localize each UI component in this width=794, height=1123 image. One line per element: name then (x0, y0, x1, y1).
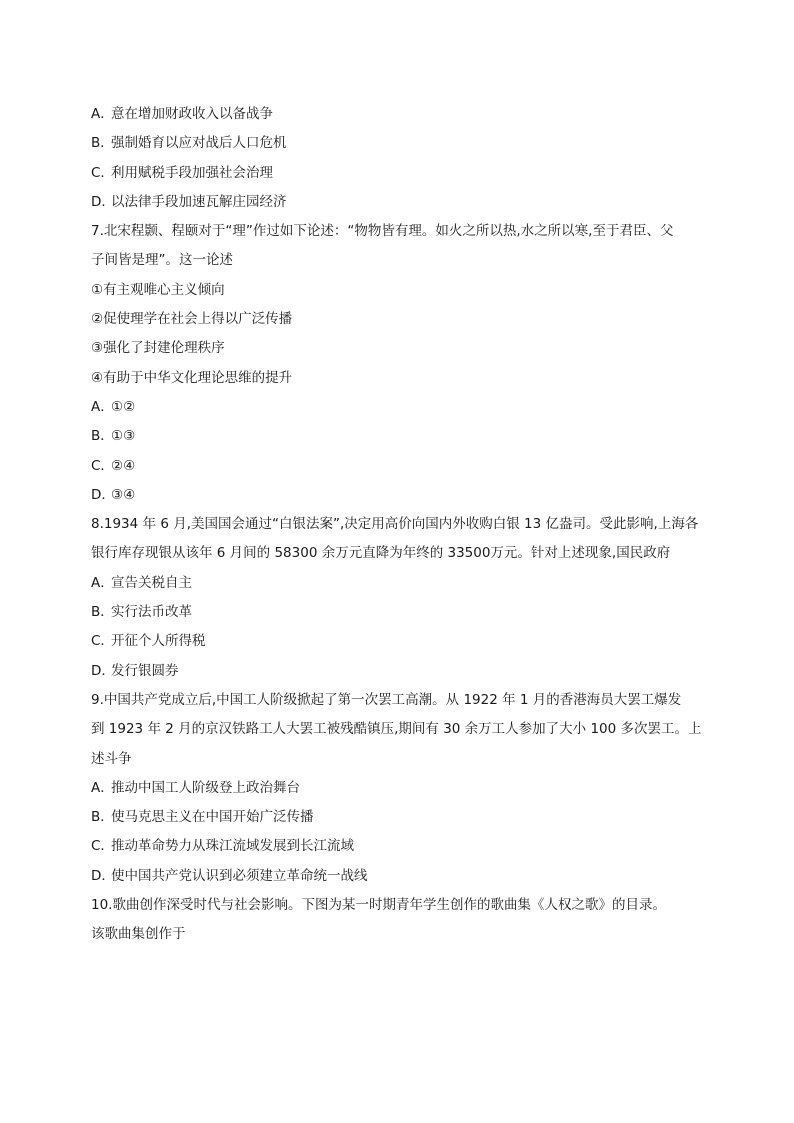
q7-statement-4: ④有助于中华文化理论思维的提升 (91, 369, 293, 386)
q7-statement-1: ①有主观唯心主义倾向 (91, 281, 225, 298)
q6-option-a[interactable]: A．意在增加财政收入以备战争 (91, 106, 273, 122)
q7-option-a[interactable]: A．①② (91, 398, 136, 415)
q8-option-c[interactable]: C．开征个人所得税 (91, 633, 206, 650)
q8-option-b[interactable]: B．实行法币改革 (91, 604, 192, 621)
q7-option-d[interactable]: D．③④ (91, 486, 136, 503)
q9-option-c[interactable]: C．推动革命势力从珠江流域发展到长江流域 (91, 838, 354, 855)
q6-option-d[interactable]: D．以法律手段加速瓦解庄园经济 (91, 193, 287, 210)
q10-stem-line-1: 10.歌曲创作深受时代与社会影响。下图为某一时期青年学生创作的歌曲集《人权之歌》的目录。 (91, 897, 666, 914)
q6-option-c[interactable]: C．利用赋税手段加强社会治理 (91, 164, 273, 181)
q8-stem-line-1: 8.1934 年 6 月,美国国会通过“白银法案”,决定用高价向国内外收购白银 13 亿盎司。受此影响,上海各 (91, 516, 699, 533)
q9-option-d[interactable]: D．使中国共产党认识到必须建立革命统一战线 (91, 867, 368, 884)
q7-statement-2: ②促使理学在社会上得以广泛传播 (91, 311, 293, 328)
q7-option-c[interactable]: C．②④ (91, 457, 136, 474)
q6-option-b[interactable]: B．强制婚育以应对战后人口危机 (91, 135, 287, 152)
q7-option-b[interactable]: B．①③ (91, 428, 136, 445)
q7-stem-line-2: 子间皆是理”。这一论述 (91, 252, 233, 269)
q7-stem-line-1: 7.北宋程颢、程颐对于“理”作过如下论述：“物物皆有理。如火之所以热,水之所以寒,至于君臣、父 (91, 223, 674, 240)
question-9 (91, 686, 706, 891)
q6-options (91, 100, 706, 217)
question-10 (91, 891, 706, 950)
q9-option-a[interactable]: A．推动中国工人阶级登上政治舞台 (91, 779, 300, 796)
q8-option-a[interactable]: A．宣告关税自主 (91, 574, 192, 591)
question-8 (91, 510, 706, 686)
q9-stem-line-1: 9.中国共产党成立后,中国工人阶级掀起了第一次罢工高潮。从 1922 年 1 月的香港海员大罢工爆发 (91, 691, 682, 708)
q8-option-d[interactable]: D．发行银圆券 (91, 662, 179, 679)
q10-stem-line-2: 该歌曲集创作于 (91, 926, 186, 943)
q9-stem-line-3: 述斗争 (91, 750, 132, 767)
question-7 (91, 217, 706, 510)
q7-statement-3: ③强化了封建伦理秩序 (91, 340, 225, 357)
q9-stem-line-2: 到 1923 年 2 月的京汉铁路工人大罢工被残酷镇压,期间有 30 余万工人参加了大小 100 多次罢工。上 (91, 721, 702, 738)
q9-option-b[interactable]: B．使马克思主义在中国开始广泛传播 (91, 809, 314, 826)
q8-stem-line-2: 银行库存现银从该年 6 月间的 58300 余万元直降为年终的 33500万元。针对上述现象,国民政府 (91, 545, 671, 562)
exam-page (91, 100, 706, 950)
